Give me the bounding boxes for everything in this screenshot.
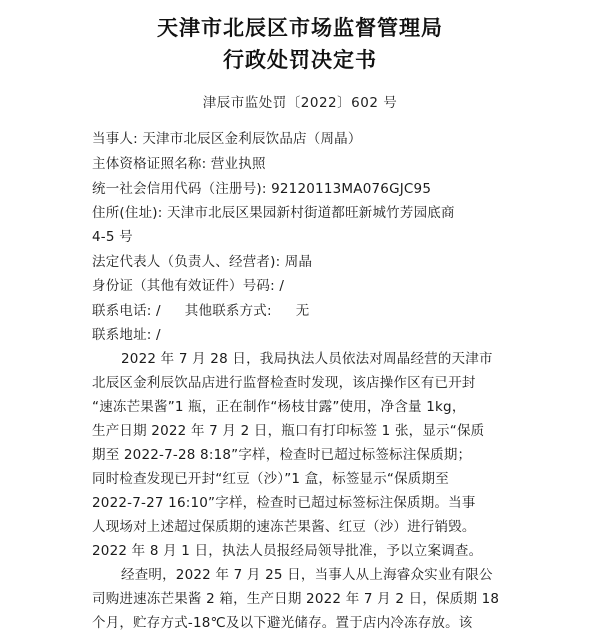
party-credit-code: 统一社会信用代码（注册号): 92120113MA076GJC95	[92, 181, 432, 197]
party-phone: 联系电话: /	[92, 303, 161, 319]
paragraph-1-line: “速冻芒果酱”1 瓶，正在制作“杨枝甘露”使用，净含量 1kg，	[92, 399, 466, 415]
party-other-contact-value: 无	[295, 303, 310, 319]
paragraph-1-line: 2022-7-27 16:10”字样，检查时已超过标签标注保质期。当事	[92, 495, 476, 511]
paragraph-1-line: 期至 2022-7-28 8:18”字样，检查时已超过标签标注保质期；	[92, 447, 472, 463]
party-name: 当事人: 天津市北辰区金利辰饮品店（周晶）	[92, 131, 362, 147]
paragraph-1-line: 生产日期 2022 年 7 月 2 日，瓶口有打印标签 1 张，显示“保质	[92, 423, 485, 439]
paragraph-1-line: 北辰区金利辰饮品店进行监督检查时发现，该店操作区有已开封	[92, 375, 476, 391]
paragraph-2-line: 个月，贮存方式-18℃及以下避光储存。置于店内冷冻存放。该	[92, 615, 473, 631]
party-id-card: 身份证（其他有效证件）号码: /	[92, 278, 285, 294]
paragraph-1-line: 同时检查发现已开封“红豆（沙）”1 盒，标签显示“保质期至	[92, 471, 449, 487]
party-contact-row	[92, 299, 309, 319]
paragraph-1-line: 2022 年 7 月 28 日，我局执法人员依法对周晶经营的天津市	[121, 351, 493, 367]
party-address-line-1: 住所(住址): 天津市北辰区果园新村街道都旺新城竹芳园底商	[92, 205, 455, 221]
paragraph-2-line: 经查明，2022 年 7 月 25 日，当事人从上海睿众实业有限公	[121, 567, 493, 583]
paragraph-1-line: 2022 年 8 月 1 日，执法人员报经局领导批准，予以立案调查。	[92, 543, 483, 559]
paragraph-2-line: 司购进速冻芒果酱 2 箱，生产日期 2022 年 7 月 2 日，保质期 18	[92, 591, 500, 607]
party-license-type: 主体资格证照名称: 营业执照	[92, 156, 266, 172]
document-title-type: 行政处罚决定书	[223, 47, 377, 72]
document-title-agency: 天津市北辰区市场监督管理局	[157, 15, 443, 40]
party-contact-address: 联系地址: /	[92, 327, 161, 343]
document-number: 津辰市监处罚〔2022〕602 号	[202, 95, 398, 111]
party-address-line-2: 4-5 号	[92, 229, 133, 245]
paragraph-1-line: 人现场对上述超过保质期的速冻芒果酱、红豆（沙）进行销毁。	[92, 519, 476, 535]
party-other-contact-label: 其他联系方式:	[184, 303, 272, 319]
party-legal-representative: 法定代表人（负责人、经营者): 周晶	[92, 254, 313, 270]
